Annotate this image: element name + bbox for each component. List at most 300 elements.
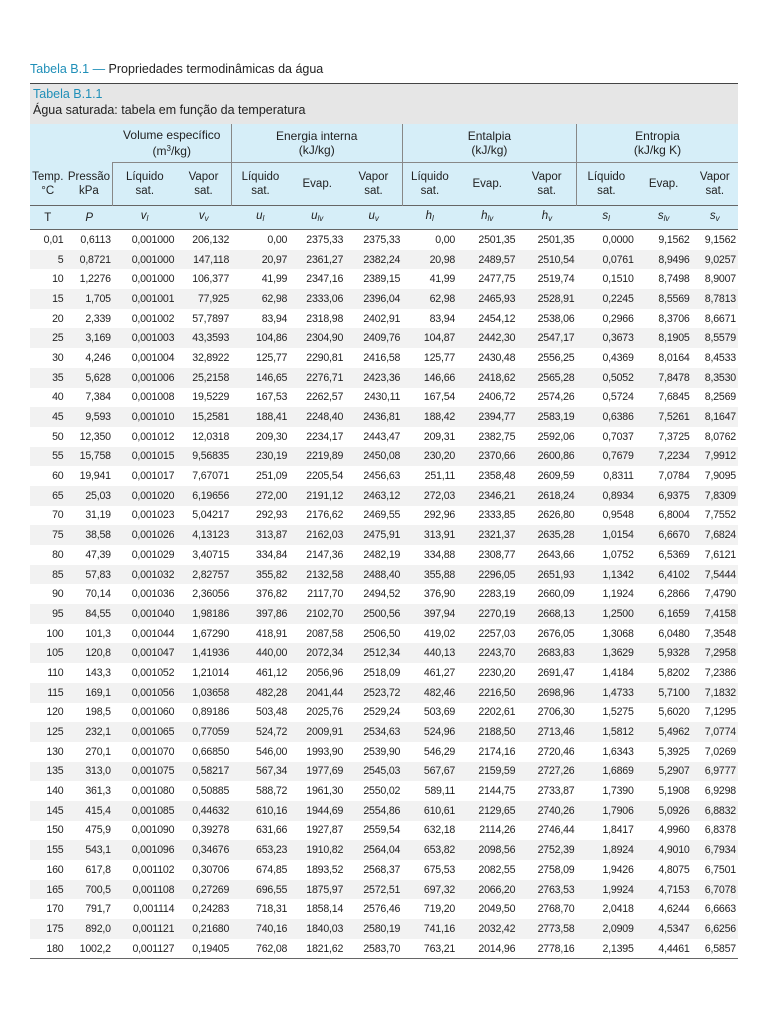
table-cell: 2234,17 <box>306 430 344 443</box>
table-cell: 2347,16 <box>306 273 344 286</box>
table-cell: 25 <box>30 328 66 348</box>
table-cell: 482,28 <box>231 683 289 703</box>
table-cell: 763,21 <box>402 939 457 959</box>
table-cell: 0,001056 <box>113 683 176 703</box>
table-cell: 2609,59 <box>537 470 575 483</box>
table-cell: 2556,25 <box>537 351 575 364</box>
table-row <box>30 506 738 526</box>
table-cell: 292,96 <box>423 509 456 522</box>
table-cell: 143,3 <box>85 666 111 679</box>
table-cell: 2132,58 <box>289 565 345 585</box>
table-cell: 334,84 <box>256 548 288 561</box>
table-cell: 104,87 <box>402 328 457 348</box>
table-cell: 120,8 <box>66 643 113 663</box>
table-cell: 209,31 <box>423 430 456 443</box>
table-cell: 45 <box>30 407 66 427</box>
table-cell: 2768,70 <box>537 903 575 916</box>
symbol-sv: $s_v$ <box>692 206 738 230</box>
table-cell: 7,0784 <box>658 470 690 483</box>
table-cell: 80 <box>52 548 64 561</box>
table-cell: 1,9426 <box>602 863 634 876</box>
table-cell: 2333,85 <box>478 509 516 522</box>
table-cell: 2519,74 <box>537 273 575 286</box>
table-cell: 1,705 <box>66 289 113 309</box>
table-cell: 2257,03 <box>478 627 516 640</box>
table-cell: 0,001012 <box>131 430 175 443</box>
table-cell: 7,9095 <box>704 470 736 483</box>
table-cell: 0,77059 <box>176 722 231 742</box>
table-cell: 0,5052 <box>577 368 636 388</box>
table-cell: 0,001002 <box>131 312 175 325</box>
table-cell: 40 <box>52 391 64 404</box>
table-cell: 2032,42 <box>457 919 517 939</box>
table-cell: 2346,21 <box>457 486 517 506</box>
table-cell: 1,3068 <box>602 627 634 640</box>
table-cell: 2580,19 <box>345 919 402 939</box>
table-row <box>30 762 738 782</box>
table-cell: 230,20 <box>402 447 457 467</box>
table-cell: 762,08 <box>231 939 289 959</box>
table-cell: 2576,46 <box>363 903 401 916</box>
table-cell: 0,001004 <box>131 351 175 364</box>
header-u-evap: Evap. <box>289 163 345 206</box>
table-cell: 62,98 <box>231 289 289 309</box>
table-cell: 146,66 <box>402 368 457 388</box>
table-cell: 397,86 <box>231 604 289 624</box>
table-cell: 2740,26 <box>517 801 576 821</box>
table-cell: 674,85 <box>256 863 288 876</box>
table-cell: 2,36056 <box>192 588 230 601</box>
table-cell: 2512,34 <box>345 643 402 663</box>
table-cell: 718,31 <box>256 903 288 916</box>
table-cell: 188,42 <box>402 407 457 427</box>
table-cell: 0,0000 <box>602 233 634 246</box>
table-cell: 2482,19 <box>363 548 401 561</box>
table-cell: 8,2569 <box>704 391 736 404</box>
table-row <box>30 447 738 467</box>
table-cell: 2488,40 <box>345 565 402 585</box>
table-cell: 5,4962 <box>636 722 692 742</box>
table-cell: 2409,76 <box>345 328 402 348</box>
table-cell: 9,1562 <box>658 233 690 246</box>
table-cell: 15,758 <box>66 447 113 467</box>
table-cell: 25,2158 <box>176 368 231 388</box>
table-cell: 2564,04 <box>345 840 402 860</box>
table-cell: 0,66850 <box>192 745 230 758</box>
table-row <box>30 801 738 821</box>
table-cell: 25,03 <box>66 486 113 506</box>
table-cell: 8,7498 <box>658 273 690 286</box>
table-cell: 251,11 <box>424 470 456 483</box>
table-cell: 9,593 <box>66 407 113 427</box>
header-u-liq: Líquido sat. <box>231 163 289 206</box>
table-cell: 7,6845 <box>658 391 690 404</box>
table-cell: 0,001065 <box>113 722 176 742</box>
table-row <box>30 407 738 427</box>
table-cell: 0,6386 <box>577 407 636 427</box>
table-cell: 2528,91 <box>517 289 576 309</box>
subtable-header <box>30 84 738 124</box>
table-cell: 0,3673 <box>577 328 636 348</box>
table-cell: 2691,47 <box>537 666 575 679</box>
table-cell: 2727,26 <box>517 762 576 782</box>
table-cell: 418,91 <box>256 627 288 640</box>
table-cell: 2382,24 <box>345 250 402 270</box>
table-cell: 150 <box>46 824 64 837</box>
table-cell: 2402,91 <box>363 312 401 325</box>
table-row <box>30 919 738 939</box>
table-cell: 8,1647 <box>692 407 738 427</box>
table-row <box>30 840 738 860</box>
table-cell: 6,9298 <box>704 785 736 798</box>
table-cell: 0,001052 <box>131 666 175 679</box>
table-cell: 5,628 <box>66 368 113 388</box>
table-cell: 7,1832 <box>692 683 738 703</box>
table-cell: 2529,24 <box>363 706 401 719</box>
table-cell: 0,001026 <box>113 525 176 545</box>
table-cell: 355,82 <box>231 565 289 585</box>
table-cell: 2773,58 <box>517 919 576 939</box>
table-cell: 2129,65 <box>457 801 517 821</box>
table-cell: 105 <box>30 643 66 663</box>
table-cell: 104,86 <box>231 328 289 348</box>
table-cell: 0,001001 <box>113 289 176 309</box>
table-cell: 155 <box>30 840 66 860</box>
table-cell: 361,3 <box>85 785 111 798</box>
table-cell: 2308,77 <box>478 548 516 561</box>
table-cell: 0,27269 <box>176 880 231 900</box>
table-cell: 2176,62 <box>306 509 344 522</box>
table-cell: 7,2386 <box>704 666 736 679</box>
table-cell: 5,1908 <box>658 785 690 798</box>
table-cell: 313,91 <box>402 525 457 545</box>
table-cell: 2394,77 <box>457 407 517 427</box>
table-cell: 0,9548 <box>602 509 634 522</box>
table-cell: 1,6869 <box>577 762 636 782</box>
table-row <box>30 663 738 683</box>
table-cell: 7,2958 <box>692 643 738 663</box>
table-cell: 632,18 <box>423 824 456 837</box>
table-cell: 167,53 <box>256 391 288 404</box>
table-cell: 482,46 <box>402 683 457 703</box>
table-cell: 2489,57 <box>457 250 517 270</box>
table-cell: 1893,52 <box>306 863 344 876</box>
table-cell: 440,13 <box>402 643 457 663</box>
table-cell: 653,82 <box>402 840 457 860</box>
table-cell: 6,7934 <box>692 840 738 860</box>
table-cell: 83,94 <box>429 312 456 325</box>
table-row <box>30 781 738 801</box>
table-cell: 589,11 <box>424 785 456 798</box>
table-cell: 8,0762 <box>704 430 736 443</box>
table-cell: 145 <box>30 801 66 821</box>
table-cell: 503,69 <box>423 706 456 719</box>
table-cell: 8,6671 <box>704 312 736 325</box>
table-cell: 8,9007 <box>704 273 736 286</box>
table-cell: 2720,46 <box>537 745 575 758</box>
symbol-hl: $h_l$ <box>402 206 457 230</box>
table-cell: 2660,09 <box>537 588 575 601</box>
table-cell: 1,7906 <box>577 801 636 821</box>
table-cell: 0,001003 <box>113 328 176 348</box>
table-cell: 7,6824 <box>692 525 738 545</box>
table-cell: 5,04217 <box>192 509 230 522</box>
table-row <box>30 269 738 289</box>
symbol-hv: $h_v$ <box>517 206 576 230</box>
table-row <box>30 604 738 624</box>
table-cell: 1961,30 <box>306 785 344 798</box>
table-cell: 100 <box>46 627 64 640</box>
table-cell: 2358,48 <box>478 470 516 483</box>
table-cell: 115 <box>30 683 66 703</box>
table-cell: 57,83 <box>66 565 113 585</box>
table-cell: 697,32 <box>402 880 457 900</box>
table-cell: 740,16 <box>231 919 289 939</box>
table-cell: 9,1562 <box>704 233 736 246</box>
table-cell: 15 <box>30 289 66 309</box>
table-cell: 7,8309 <box>692 486 738 506</box>
table-cell: 70,14 <box>85 588 111 601</box>
table-cell: 7,4790 <box>704 588 736 601</box>
table-cell: 0,001090 <box>131 824 175 837</box>
table-cell: 4,5347 <box>636 919 692 939</box>
table-cell: 0,001121 <box>113 919 176 939</box>
table-cell: 2668,13 <box>517 604 576 624</box>
table-cell: 2733,87 <box>537 785 575 798</box>
table-cell: 1,03658 <box>176 683 231 703</box>
table-cell: 0,001070 <box>131 745 175 758</box>
table-cell: 7,1295 <box>704 706 736 719</box>
table-cell: 0,001060 <box>131 706 175 719</box>
table-cell: 165 <box>30 880 66 900</box>
table-cell: 2713,46 <box>517 722 576 742</box>
table-cell: 1910,82 <box>289 840 345 860</box>
table-cell: 0,44632 <box>176 801 231 821</box>
table-cell: 292,93 <box>256 509 288 522</box>
table-cell: 19,5229 <box>192 391 230 404</box>
header-entropy: Entropia (kJ/kg K) <box>577 124 738 163</box>
table-cell: 0,2966 <box>602 312 634 325</box>
table-cell: 0,89186 <box>192 706 230 719</box>
table-cell: 125 <box>30 722 66 742</box>
table-cell: 270,1 <box>85 745 111 758</box>
symbol-T: T <box>30 206 66 230</box>
table-cell: 0,7679 <box>577 447 636 467</box>
table-cell: 461,27 <box>423 666 456 679</box>
table-cell: 160 <box>46 863 64 876</box>
header-enthalpy: Entalpia (kJ/kg) <box>402 124 576 163</box>
table-cell: 1,21014 <box>192 666 230 679</box>
table-cell: 1,8924 <box>577 840 636 860</box>
table-cell: 2423,36 <box>345 368 402 388</box>
table-cell: 50 <box>52 430 64 443</box>
table-cell: 0,21680 <box>176 919 231 939</box>
table-cell: 125,77 <box>256 351 288 364</box>
table-cell: 7,6121 <box>704 548 736 561</box>
table-cell: 1,67290 <box>192 627 230 640</box>
table-cell: 1002,2 <box>66 939 113 959</box>
table-cell: 62,98 <box>402 289 457 309</box>
table-cell: 90 <box>52 588 64 601</box>
table-cell: 1,4184 <box>602 666 634 679</box>
table-cell: 0,001020 <box>113 486 176 506</box>
table-row <box>30 348 738 368</box>
table-cell: 2009,91 <box>289 722 345 742</box>
table-cell: 791,7 <box>85 903 111 916</box>
table-cell: 2547,17 <box>517 328 576 348</box>
table-cell: 1875,97 <box>289 880 345 900</box>
table-cell: 7,0774 <box>692 722 738 742</box>
table-cell: 415,4 <box>66 801 113 821</box>
table-cell: 20 <box>52 312 64 325</box>
table-cell: 4,4461 <box>636 939 692 959</box>
table-cell: 313,87 <box>231 525 289 545</box>
table-cell: 0,001102 <box>132 863 175 876</box>
table-cell: 147,118 <box>176 250 231 270</box>
table-cell: 0,4369 <box>602 351 634 364</box>
table-cell: 610,16 <box>231 801 289 821</box>
header-energy: Energia interna (kJ/kg) <box>231 124 402 163</box>
table-cell: 2304,90 <box>289 328 345 348</box>
table-cell: 5,6020 <box>658 706 690 719</box>
table-cell: 2318,98 <box>306 312 344 325</box>
header-u-vap: Vapor sat. <box>345 163 402 206</box>
table-cell: 0,001047 <box>113 643 176 663</box>
table-cell: 19,941 <box>79 470 111 483</box>
table-cell: 2087,58 <box>306 627 344 640</box>
table-cell: 2436,81 <box>345 407 402 427</box>
header-vol-vap: Vapor sat. <box>176 163 231 206</box>
table-cell: 2501,35 <box>478 233 516 246</box>
table-cell: 2550,02 <box>363 785 401 798</box>
table-cell: 440,00 <box>231 643 289 663</box>
table-cell: 209,30 <box>256 430 288 443</box>
table-cell: 2475,91 <box>345 525 402 545</box>
table-cell: 84,55 <box>66 604 113 624</box>
table-cell: 2117,70 <box>307 588 344 601</box>
table-cell: 2443,47 <box>363 430 401 443</box>
table-cell: 2082,55 <box>478 863 516 876</box>
table-cell: 1944,69 <box>289 801 345 821</box>
table-cell: 2191,12 <box>289 486 345 506</box>
table-cell: 2283,19 <box>478 588 516 601</box>
table-cell: 1,6343 <box>602 745 634 758</box>
table-cell: 0,24283 <box>192 903 230 916</box>
table-row <box>30 427 738 447</box>
table-cell: 0,001010 <box>113 407 176 427</box>
table-cell: 2450,08 <box>345 447 402 467</box>
table-cell: 2477,75 <box>478 273 516 286</box>
table-cell: 524,96 <box>402 722 457 742</box>
table-cell: 1,9924 <box>577 880 636 900</box>
table-cell: 251,09 <box>256 470 288 483</box>
table-cell: 101,3 <box>85 627 111 640</box>
table-cell: 6,7078 <box>692 880 738 900</box>
table-cell: 1927,87 <box>306 824 344 837</box>
table-cell: 631,66 <box>256 824 288 837</box>
symbol-uv: $u_v$ <box>345 206 402 230</box>
table-cell: 2430,11 <box>364 391 401 404</box>
symbol-vv: $v_v$ <box>176 206 231 230</box>
table-row <box>30 230 738 250</box>
table-cell: 3,40715 <box>192 548 230 561</box>
table-cell: 12,0318 <box>192 430 230 443</box>
table-cell: 38,58 <box>66 525 113 545</box>
table-cell: 0,001032 <box>113 565 176 585</box>
table-cell: 2248,40 <box>289 407 345 427</box>
table-cell: 146,65 <box>231 368 289 388</box>
table-cell: 2465,93 <box>457 289 517 309</box>
table-cell: 57,7897 <box>192 312 230 325</box>
table-cell: 1993,90 <box>306 745 344 758</box>
table-cell: 543,1 <box>66 840 113 860</box>
table-cell: 503,48 <box>256 706 288 719</box>
table-cell: 2262,57 <box>306 391 344 404</box>
header-h-vap: Vapor sat. <box>517 163 576 206</box>
table-cell: 1,5275 <box>602 706 634 719</box>
table-cell: 0,001006 <box>113 368 176 388</box>
table-cell: 30 <box>52 351 64 364</box>
table-cell: 2114,26 <box>479 824 516 837</box>
table-cell: 2188,50 <box>457 722 517 742</box>
table-cell: 2,0909 <box>577 919 636 939</box>
table-cell: 0,001023 <box>131 509 175 522</box>
table-cell: 1,0752 <box>602 548 634 561</box>
table-cell: 20,97 <box>231 250 289 270</box>
table-cell: 7,9912 <box>692 447 738 467</box>
table-cell: 65 <box>30 486 66 506</box>
table-cell: 4,13123 <box>176 525 231 545</box>
table-cell: 2501,35 <box>537 233 575 246</box>
table-cell: 2698,96 <box>517 683 576 703</box>
table-cell: 2538,06 <box>537 312 575 325</box>
table-cell: 475,9 <box>85 824 111 837</box>
table-cell: 2270,19 <box>457 604 517 624</box>
table-cell: 700,5 <box>66 880 113 900</box>
table-row <box>30 545 738 565</box>
table-cell: 2014,96 <box>457 939 517 959</box>
table-cell: 5,3925 <box>658 745 690 758</box>
table-cell: 2375,33 <box>363 233 401 246</box>
table-cell: 8,9496 <box>636 250 692 270</box>
table-cell: 8,3530 <box>692 368 738 388</box>
table-cell: 524,72 <box>231 722 289 742</box>
table-cell: 1977,69 <box>289 762 345 782</box>
table-cell: 7,0269 <box>704 745 736 758</box>
table-cell: 2442,30 <box>457 328 517 348</box>
table-cell: 8,5579 <box>692 328 738 348</box>
table-cell: 610,61 <box>402 801 457 821</box>
symbol-P: P <box>66 206 113 230</box>
table-cell: 2763,53 <box>517 880 576 900</box>
table-cell: 2296,05 <box>457 565 517 585</box>
table-cell: 6,6663 <box>704 903 736 916</box>
table-cell: 2545,03 <box>345 762 402 782</box>
table-cell: 2,82757 <box>176 565 231 585</box>
table-cell: 2418,62 <box>457 368 517 388</box>
table-row <box>30 289 738 309</box>
table-cell: 2463,12 <box>345 486 402 506</box>
table-cell: 0,8311 <box>603 470 634 483</box>
table-cell: 2361,27 <box>289 250 345 270</box>
table-cell: 2276,71 <box>289 368 345 388</box>
table-cell: 2389,15 <box>363 273 401 286</box>
table-row <box>30 309 738 329</box>
table-cell: 2098,56 <box>457 840 517 860</box>
table-cell: 1,3629 <box>577 643 636 663</box>
table-cell: 313,0 <box>66 762 113 782</box>
table-cell: 0,001000 <box>131 233 175 246</box>
